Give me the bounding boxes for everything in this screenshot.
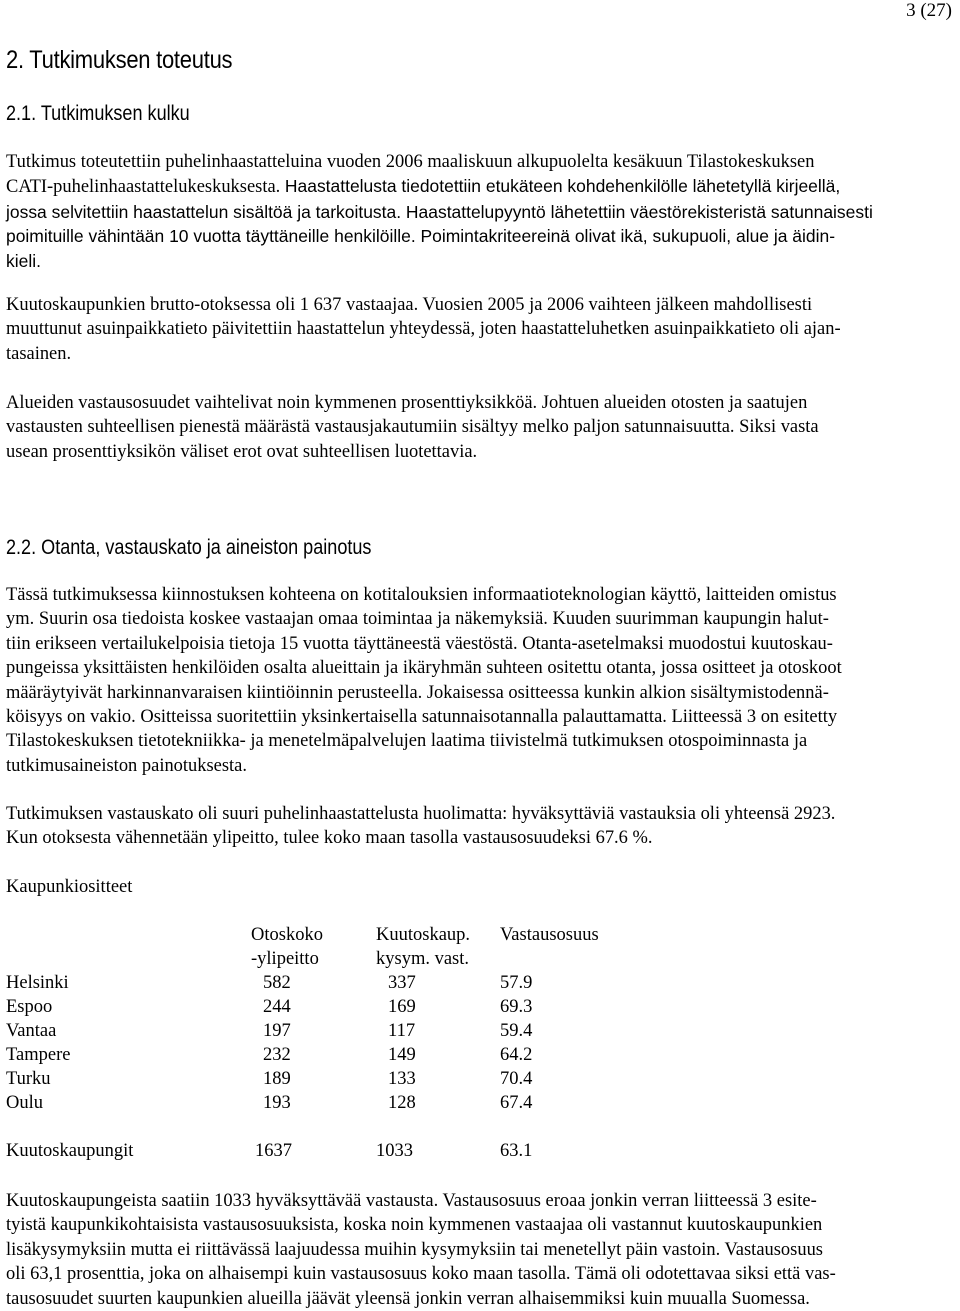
total-osuus: 63.1 [500, 1141, 533, 1161]
text-line: ym. Suurin osa tiedoista koskee vastaajan omaa toimintaa ja näkemyksiä. Kuuden suurimman kaupungin halut- [6, 609, 829, 630]
row-vast: 133 [388, 1069, 416, 1089]
text-line: Tilastokeskuksen tietotekniikka- ja menetelmäpalvelujen laatima tiivistelmä tutkimuksen otospoiminnasta ja [6, 731, 808, 752]
text-line: Tutkimus toteutettiin puhelinhaastatteluina vuoden 2006 maaliskuun alkupuolelta kesäkuun Tilastokeskuksen [6, 152, 815, 172]
text-line: poimituille vähintään 10 vuotta täyttäneille henkilöille. Poimintakriteereinä olivat ikä, sukupuoli, alue ja äidin- [6, 226, 836, 247]
text-line: lisäkysymyksiin mutta ei riittävässä laajuudessa muihin kysymyksiin tai menetellyt päin vastoin. Vastausosuus [6, 1239, 823, 1260]
row-vast: 337 [388, 973, 416, 993]
text-line: Tässä tutkimuksessa kiinnostuksen kohteena on kotitalouksien informaatioteknologian käyttö, laitteiden omistus [6, 585, 837, 605]
text-line: kieli. [6, 250, 41, 271]
row-osuus: 64.2 [500, 1045, 533, 1065]
paragraph-otanta [6, 583, 956, 778]
text-line: Kun otoksesta vähennetään ylipeitto, tulee koko maan tasolla vastausosuudeksi 67.6 %. [6, 828, 653, 849]
row-otos: 232 [263, 1045, 291, 1065]
total-city: Kuutoskaupungit [6, 1141, 134, 1161]
row-city: Espoo [6, 997, 53, 1017]
paragraph-vastausosuudet [6, 391, 956, 464]
text-line: Alueiden vastausosuudet vaihtelivat noin kymmenen prosenttiyksikköä. Johtuen alueiden otosten ja saatujen [6, 393, 808, 413]
row-osuus: 69.3 [500, 997, 533, 1017]
row-osuus: 70.4 [500, 1069, 533, 1089]
column-header-kysym-vast: kysym. vast. [376, 949, 470, 969]
text-line: tyistä kaupunkikohtaisista vastausosuuksista, koska noin kymmenen vastaajaa oli vastannut kuutoskaupunkien [6, 1215, 823, 1236]
total-otos: 1637 [255, 1141, 292, 1161]
text-line: tiin erikseen vertailukelpoisia tietoja 15 vuotta täyttäneestä väestöstä. Otanta-asetelmaksi muodostui kuutoskau- [6, 633, 833, 654]
row-vast: 117 [388, 1021, 416, 1041]
subsection-heading-otanta: 2.2. Otanta, vastauskato ja aineiston painotus [6, 536, 372, 559]
text-line: muuttunut asuinpaikkatieto päivitettiin haastattelun yhteydessä, joten haastatteluhetken asuinpaikkatieto oli ajan- [6, 319, 841, 340]
row-otos: 193 [263, 1093, 291, 1113]
row-osuus: 59.4 [500, 1021, 533, 1041]
text-line: tutkimusaineiston painotuksesta. [6, 755, 248, 776]
total-vast: 1033 [376, 1141, 413, 1161]
text-line: usean prosenttiyksikön väliset erot ovat suhteellisen luotettavia. [6, 441, 478, 462]
row-city: Turku [6, 1069, 51, 1089]
table-title: Kaupunkiositteet [6, 877, 133, 897]
row-otos: 244 [263, 997, 291, 1017]
text-line: vastausten suhteellisen pienestä määrästä vastausjakautumiin sisältyy melko paljon satunnaisuutta. Siksi vasta [6, 417, 819, 438]
column-header-ylipeitto: -ylipeitto [251, 949, 319, 969]
row-osuus: 57.9 [500, 973, 533, 993]
text-fragment: Vuosien 2005 ja 2006 vaihteen jälkeen mahdollisesti [422, 295, 813, 315]
row-otos: 582 [263, 973, 291, 993]
text-fragment: Haastattelusta tiedotettiin etukäteen kohdehenkilölle lähetetyllä kirjeellä, [284, 176, 841, 197]
text-line [6, 293, 954, 317]
text-line: pungeissa yksittäisten henkilöiden osalta alueittain ja ikäryhmän suhteen ositettu otanta, jossa ositteet ja otoskoot [6, 658, 842, 679]
text-line: tasainen. [6, 343, 72, 364]
text-fragment: CATI-puhelinhaastattelukeskuksesta. [6, 177, 285, 198]
row-osuus: 67.4 [500, 1093, 533, 1113]
subsection-heading-kulku: 2.1. Tutkimuksen kulku [6, 102, 190, 125]
text-fragment: Kuutoskaupunkien brutto-otoksessa oli 1 637 vastaajaa. [6, 295, 423, 315]
row-vast: 128 [388, 1093, 416, 1113]
row-city: Vantaa [6, 1021, 57, 1041]
column-header-vastausosuus: Vastausosuus [500, 925, 599, 945]
row-vast: 149 [388, 1045, 416, 1065]
text-line: määräytyivät harkinnanvaraisen kiintiöinnin perusteella. Jokaisessa ositteessa kunkin alkion sisältymistodennä- [6, 682, 829, 703]
text-line: Tutkimuksen vastauskato oli suuri puhelinhaastattelusta huolimatta: hyväksyttäviä vastauksia oli yhteensä 2923. [6, 804, 836, 824]
section-heading: 2. Tutkimuksen toteutus [6, 46, 233, 74]
text-line: oli 63,1 prosenttia, joka on alhaisempi kuin vastausosuus koko maan tasolla. Tämä oli odotettavaa siksi että vas- [6, 1264, 836, 1285]
paragraph-otos [6, 293, 956, 366]
paragraph-kuutoskaupungit [6, 1189, 956, 1311]
row-vast: 169 [388, 997, 416, 1017]
text-line: jossa selvitettiin haastattelun sisältöä ja tarkoitusta. Haastattelupyyntö lähetettiin väestörekisteristä satunnaisesti [6, 201, 873, 222]
paragraph-vastauskato [6, 802, 956, 851]
column-header-kuutoskaup: Kuutoskaup. [376, 925, 471, 945]
text-line [6, 174, 954, 199]
row-city: Oulu [6, 1093, 43, 1113]
column-header-otoskoko: Otoskoko [251, 925, 323, 945]
row-otos: 197 [263, 1021, 291, 1041]
page-number: 3 (27) [906, 0, 952, 21]
row-city: Tampere [6, 1045, 71, 1065]
paragraph-kulku [6, 150, 956, 273]
text-line: tausosuudet suurten kaupunkien alueilla jäävät yleensä jonkin verran alhaisemmiksi kuin muualla Suomessa. [6, 1288, 810, 1309]
text-line: köisyys on vakio. Ositteissa suoritettiin yksinkertaisella satunnaisotannalla palauttamatta. Liitteessä 3 on esitetty [6, 707, 838, 728]
row-city: Helsinki [6, 973, 69, 993]
row-otos: 189 [263, 1069, 291, 1089]
text-line: Kuutoskaupungeista saatiin 1033 hyväksyttävää vastausta. Vastausosuus eroaa jonkin verran liitteessä 3 esite- [6, 1191, 817, 1211]
